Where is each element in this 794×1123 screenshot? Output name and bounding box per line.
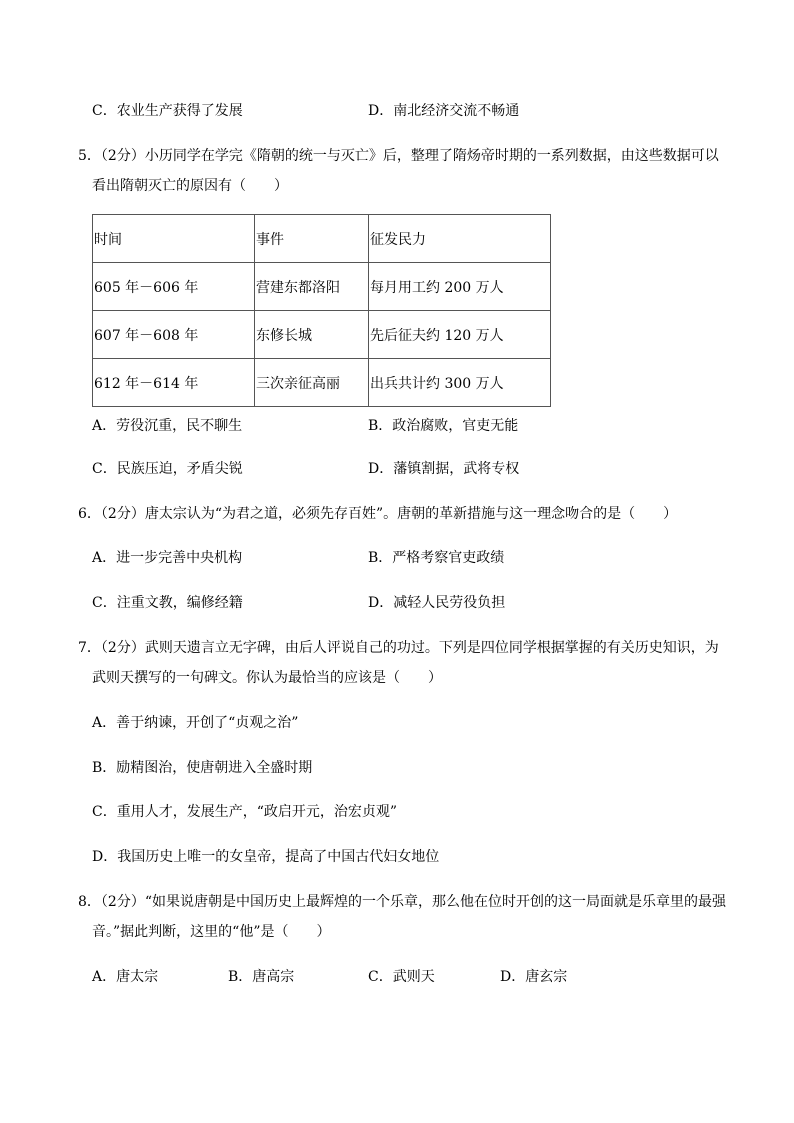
table-cell: 612 年－614 年 bbox=[93, 359, 255, 407]
q7-option-c: C．重用人才，发展生产，“政启开元，治宏贞观” bbox=[92, 804, 398, 820]
q5-stem-line2: 看出隋朝灭亡的原因有（ ） bbox=[92, 178, 288, 194]
table-cell: 每月用工约 200 万人 bbox=[369, 263, 551, 311]
q6-stem: 6．（2分）唐太宗认为“为君之道，必须先存百姓”。唐朝的革新措施与这一理念吻合的是（ ） bbox=[78, 506, 678, 522]
table-row bbox=[93, 359, 551, 407]
q5-option-c: C．民族压迫，矛盾尖锐 bbox=[92, 461, 243, 477]
q7-option-d: D．我国历史上唯一的女皇帝，提高了中国古代妇女地位 bbox=[92, 849, 440, 865]
q7-stem-line1: 7．（2分）武则天遗言立无字碑，由后人评说自己的功过。下列是四位同学根据掌握的有关历史知识，为 bbox=[78, 640, 719, 656]
table-cell: 607 年－608 年 bbox=[93, 311, 255, 359]
q7-option-b: B．励精图治，使唐朝进入全盛时期 bbox=[92, 760, 313, 776]
q8-option-a: A．唐太宗 bbox=[92, 969, 159, 985]
q8-stem-line2: 音。”据此判断，这里的“他”是（ ） bbox=[92, 924, 331, 940]
table-header-cell: 事件 bbox=[255, 215, 369, 263]
table-header-row bbox=[93, 215, 551, 263]
q5-option-a: A．劳役沉重，民不聊生 bbox=[92, 418, 243, 434]
q6-option-c: C．注重文教，编修经籍 bbox=[92, 595, 243, 611]
table-row bbox=[93, 263, 551, 311]
q8-option-c: C．武则天 bbox=[368, 969, 435, 985]
q6-option-d: D．减轻人民劳役负担 bbox=[368, 595, 506, 611]
q4-option-c: C．农业生产获得了发展 bbox=[92, 103, 243, 119]
q7-stem-line2: 武则天撰写的一句碑文。你认为最恰当的应该是（ ） bbox=[92, 670, 442, 686]
q8-stem-line1: 8．（2分）“如果说唐朝是中国历史上最辉煌的一个乐章，那么他在位时开创的这一局面就是乐章里的最强 bbox=[78, 894, 726, 910]
table-row bbox=[93, 311, 551, 359]
q7-option-a: A．善于纳谏，开创了“贞观之治” bbox=[92, 715, 299, 731]
q5-option-b: B．政治腐败，官吏无能 bbox=[368, 418, 519, 434]
q6-option-b: B．严格考察官吏政绩 bbox=[368, 550, 505, 566]
q5-data-table bbox=[92, 214, 551, 407]
table-header-cell: 征发民力 bbox=[369, 215, 551, 263]
table-cell: 东修长城 bbox=[255, 311, 369, 359]
table-cell: 三次亲征高丽 bbox=[255, 359, 369, 407]
table-cell: 先后征夫约 120 万人 bbox=[369, 311, 551, 359]
q4-option-d: D．南北经济交流不畅通 bbox=[368, 103, 520, 119]
q6-option-a: A．进一步完善中央机构 bbox=[92, 550, 243, 566]
table-cell: 605 年－606 年 bbox=[93, 263, 255, 311]
table-header-cell: 时间 bbox=[93, 215, 255, 263]
q5-option-d: D．藩镇割据，武将专权 bbox=[368, 461, 520, 477]
table-cell: 出兵共计约 300 万人 bbox=[369, 359, 551, 407]
q8-option-b: B．唐高宗 bbox=[228, 969, 295, 985]
q8-option-d: D．唐玄宗 bbox=[500, 969, 568, 985]
q5-stem-line1: 5．（2分）小历同学在学完《隋朝的统一与灭亡》后，整理了隋炀帝时期的一系列数据，由这些数据可以 bbox=[78, 148, 719, 164]
table-cell: 营建东都洛阳 bbox=[255, 263, 369, 311]
